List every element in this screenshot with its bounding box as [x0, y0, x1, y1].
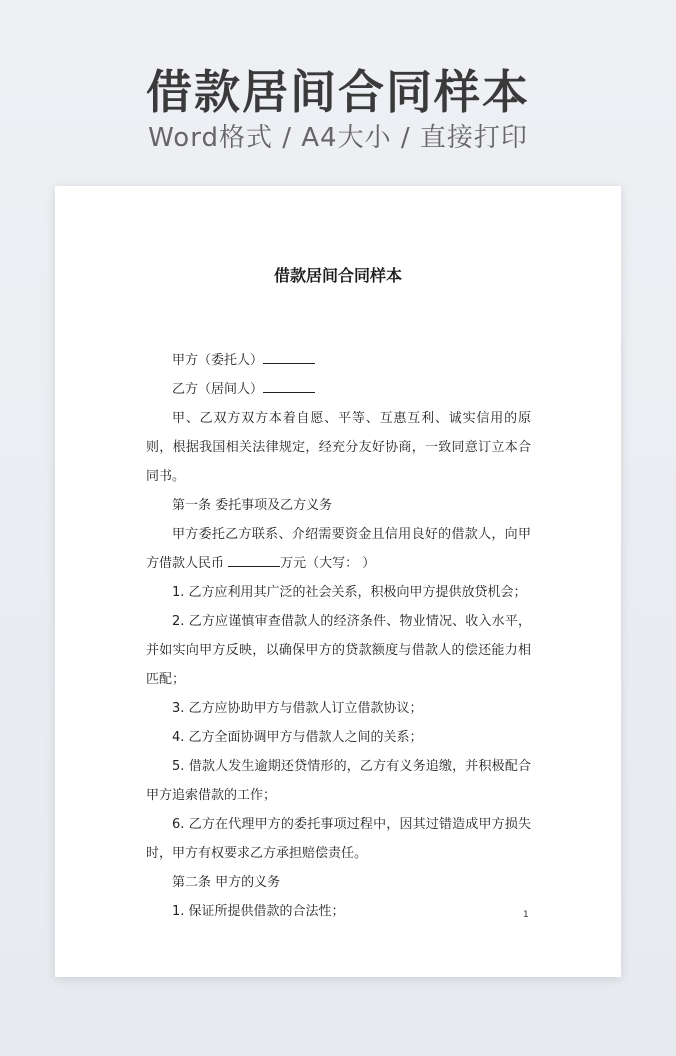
banner-subtitle: Word格式 / A4大小 / 直接打印 [148, 123, 528, 153]
document-body [146, 346, 531, 926]
article-2-heading: 第二条 甲方的义务 [172, 875, 281, 890]
article-1-item-1: 1. 乙方应利用其广泛的社会关系，积极向甲方提供放贷机会； [172, 585, 527, 600]
article-1-intro-text: 甲方委托乙方联系、介绍需要资金且信用良好的借款人，向甲方借款人民币 [146, 527, 531, 571]
amount-unit-text: 万元（大写： ） [280, 556, 376, 571]
article-1-item-6: 6. 乙方在代理甲方的委托事项过程中，因其过错造成甲方损失时，甲方有权要求乙方承担赔偿责任。 [146, 817, 531, 861]
article-2-item-1: 1. 保证所提供借款的合法性； [172, 904, 345, 919]
amount-blank [228, 552, 280, 567]
party-a-line [146, 346, 531, 375]
party-b-label: 乙方（居间人） [172, 382, 264, 397]
article-1-intro [146, 520, 531, 578]
party-a-blank [263, 349, 315, 364]
article-1-item-4: 4. 乙方全面协调甲方与借款人之间的关系； [172, 730, 423, 745]
page-number: 1 [523, 910, 529, 920]
article-1-heading: 第一条 委托事项及乙方义务 [172, 498, 333, 513]
article-1-item-3: 3. 乙方应协助甲方与借款人订立借款协议； [172, 701, 423, 716]
party-a-label: 甲方（委托人） [172, 353, 264, 368]
document-title: 借款居间合同样本 [273, 266, 402, 285]
banner-title: 借款居间合同样本 [146, 65, 530, 119]
document-page [55, 186, 621, 977]
article-1-item-5: 5. 借款人发生逾期还贷情形的，乙方有义务追缴，并积极配合甲方追索借款的工作； [146, 759, 531, 803]
party-b-line [146, 375, 531, 404]
preamble-paragraph: 甲、乙双方双方本着自愿、平等、互惠互利、诚实信用的原则，根据我国相关法律规定，经充分友好协商，一致同意订立本合同书。 [146, 411, 531, 484]
party-b-blank [263, 378, 315, 393]
article-1-item-2: 2. 乙方应谨慎审查借款人的经济条件、物业情况、收入水平，并如实向甲方反映，以确保甲方的贷款额度与借款人的偿还能力相匹配； [146, 614, 531, 687]
